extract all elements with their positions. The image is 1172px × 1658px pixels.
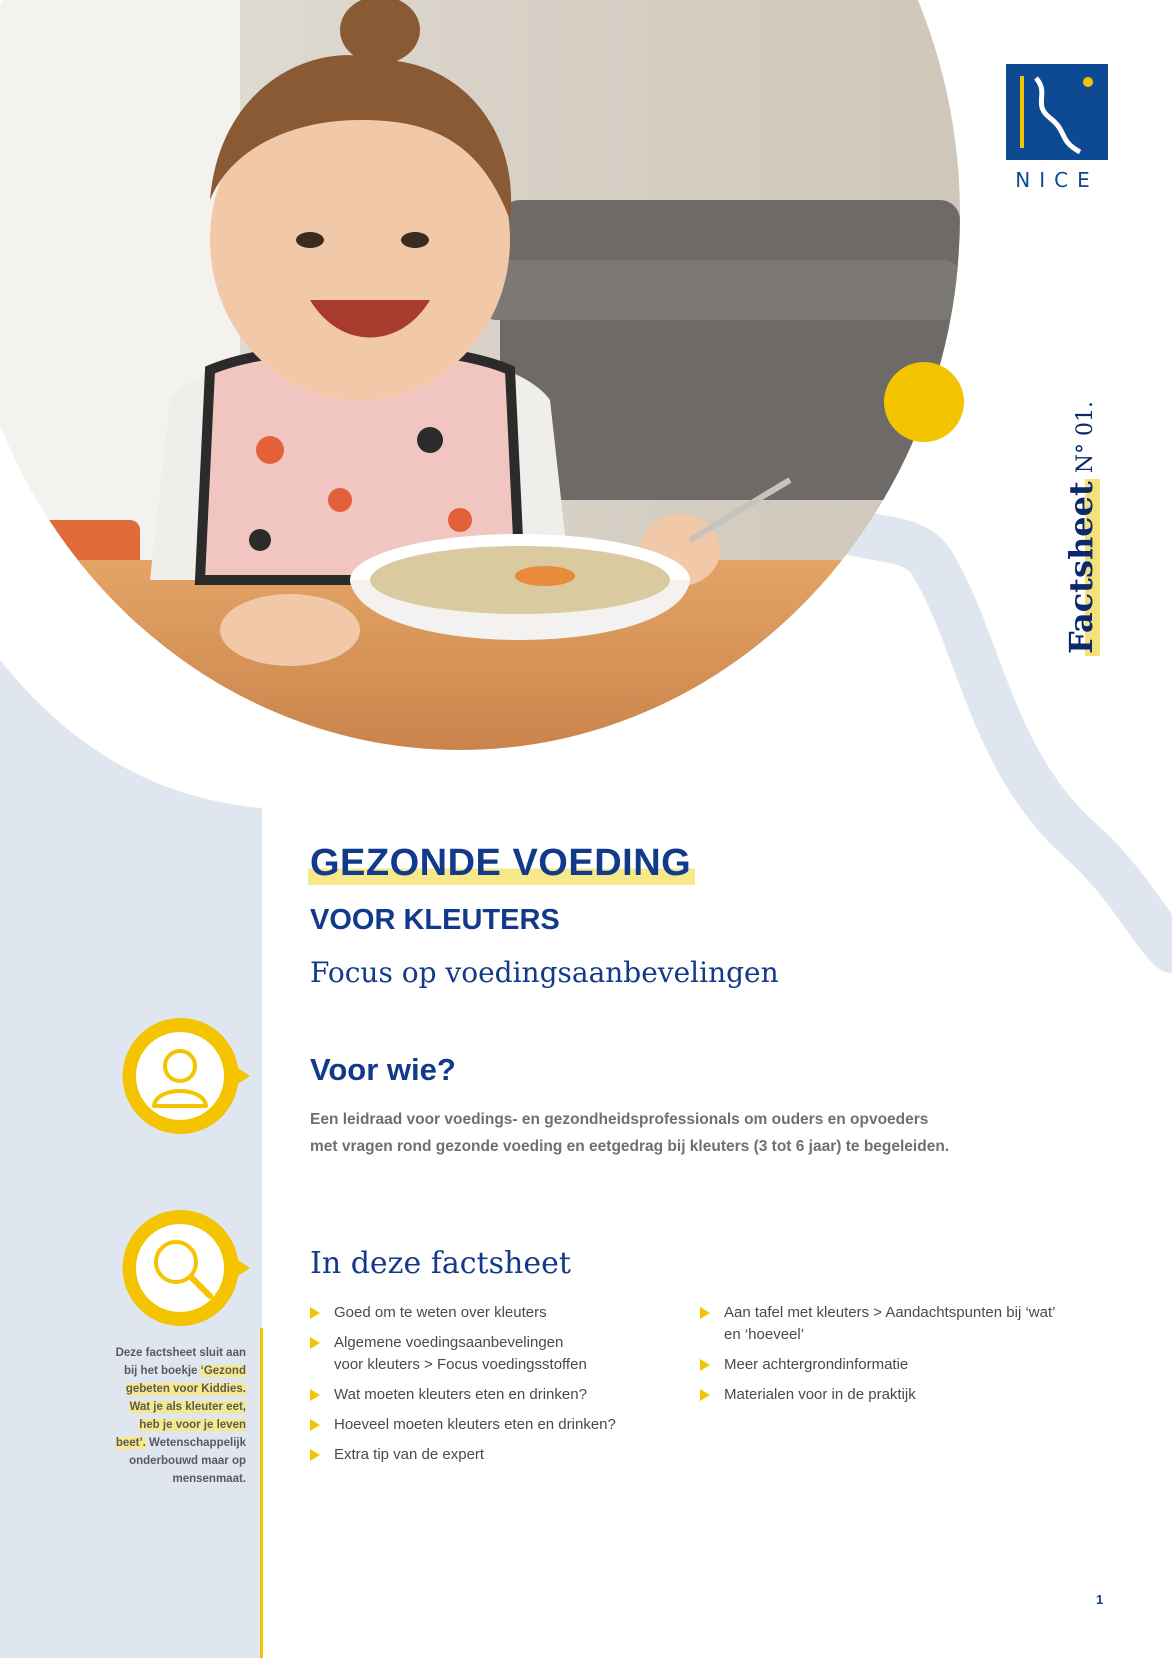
list-item: Materialen voor in de praktijk bbox=[700, 1384, 1060, 1406]
list-item: Wat moeten kleuters eten en drinken? bbox=[310, 1384, 630, 1406]
person-icon bbox=[118, 1014, 242, 1138]
voor-wie-heading: Voor wie? bbox=[310, 1052, 456, 1087]
list-item: Meer achtergrondinformatie bbox=[700, 1354, 1060, 1376]
logo-wave-icon bbox=[1006, 64, 1108, 160]
triangle-bullet-icon bbox=[310, 1337, 320, 1349]
list-item: Goed om te weten over kleuters bbox=[310, 1302, 630, 1324]
list-item: Algemene voedingsaanbevelingen voor kleuters > Focus voedingsstoffen bbox=[310, 1332, 594, 1376]
triangle-bullet-icon bbox=[700, 1389, 710, 1401]
list-item: Aan tafel met kleuters > Aandachtspunten bij ‘wat’ en ‘hoeveel’ bbox=[700, 1302, 1064, 1346]
side-note-rule bbox=[260, 1328, 263, 1658]
triangle-bullet-icon bbox=[310, 1449, 320, 1461]
voor-wie-text bbox=[310, 1106, 1090, 1160]
page-title: GEZONDE VOEDING bbox=[308, 842, 695, 885]
page-subtitle: VOOR KLEUTERS bbox=[310, 904, 560, 936]
list-item: Extra tip van de expert bbox=[310, 1444, 630, 1466]
toc-list-right bbox=[700, 1302, 1060, 1414]
voor-wie-line-1: Een leidraad voor voedings- en gezondheidsprofessionals om ouders en opvoeders bbox=[310, 1111, 929, 1128]
page-focus-line: Focus op voedingsaanbevelingen bbox=[310, 956, 779, 989]
page-number: 1 bbox=[1096, 1592, 1104, 1607]
triangle-bullet-icon bbox=[310, 1419, 320, 1431]
triangle-bullet-icon bbox=[700, 1359, 710, 1371]
logo-mark bbox=[1006, 64, 1108, 160]
factsheet-number: N° 01. bbox=[1073, 401, 1098, 474]
magnifier-icon bbox=[118, 1206, 242, 1330]
left-blue-panel bbox=[0, 660, 262, 1658]
list-item: Hoeveel moeten kleuters eten en drinken? bbox=[310, 1414, 630, 1436]
side-note: Deze factsheet sluit aan bij het boekje ‘Gezond gebeten voor Kiddies. Wat je als kleuter eet, heb je voor je leven beet’. Wetenschappelijk onderbouwd maar op mensenmaat. bbox=[115, 1347, 246, 1485]
toc-list-left bbox=[310, 1302, 630, 1474]
nice-logo bbox=[1006, 64, 1108, 194]
vertical-factsheet-label bbox=[1062, 401, 1100, 656]
factsheet-word: Factsheet bbox=[1062, 481, 1100, 654]
triangle-bullet-icon bbox=[700, 1307, 710, 1319]
triangle-bullet-icon bbox=[310, 1307, 320, 1319]
in-deze-factsheet-heading: In deze factsheet bbox=[310, 1246, 571, 1281]
voor-wie-line-2: met vragen rond gezonde voeding en eetgedrag bij kleuters (3 tot 6 jaar) te begeleiden. bbox=[310, 1138, 950, 1155]
triangle-bullet-icon bbox=[310, 1389, 320, 1401]
logo-text: NICE bbox=[1015, 168, 1099, 192]
yellow-dot-decoration bbox=[884, 362, 964, 442]
